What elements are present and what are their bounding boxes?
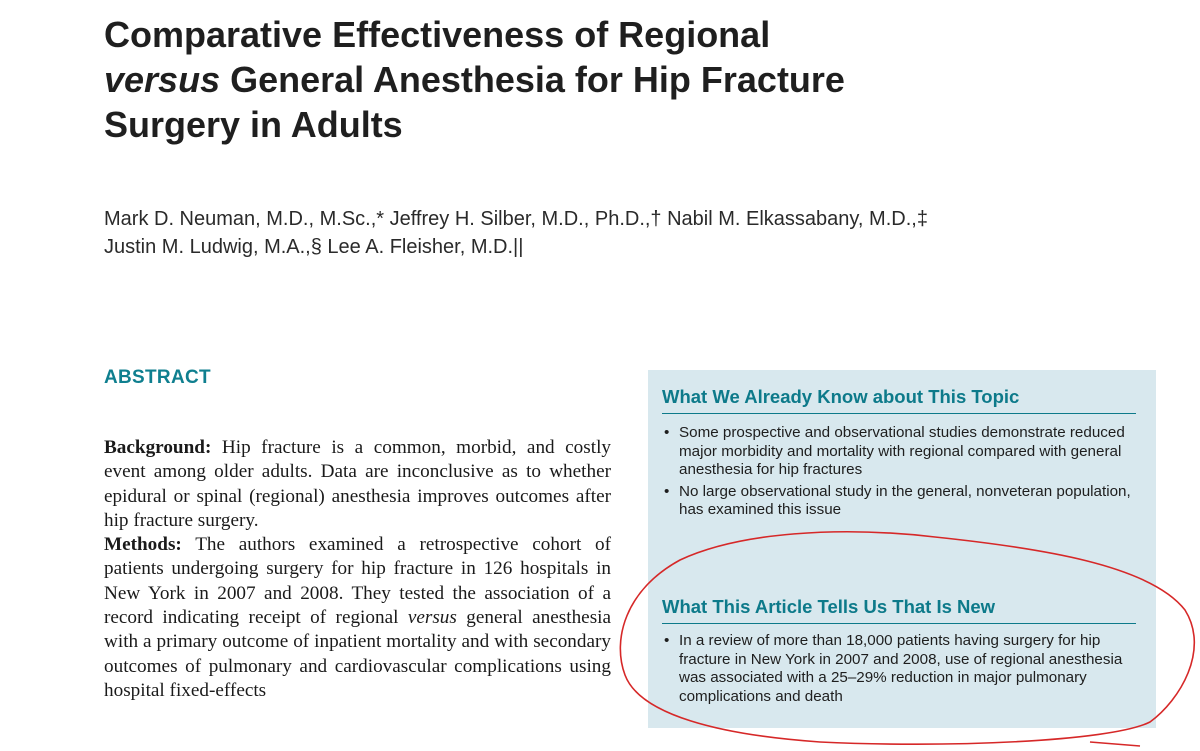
methods-label: Methods: — [104, 534, 182, 556]
list-item — [662, 483, 1140, 520]
background-text: Hip fracture is a common, morbid, and costly event among older adults. Data are inconclusive as to whether epidural or spinal (regional) anesthesia improves outcomes after hip fracture surgery. — [104, 437, 611, 531]
bullet-icon: • — [664, 424, 670, 441]
already-known-list — [662, 424, 1140, 523]
methods-text-2: general anesthesia with a primary outcome of inpatient mortality and with secondary outcomes of pulmonary and cardiovascular complications using hospital fixed-effects — [104, 607, 612, 701]
background-paragraph — [104, 436, 611, 533]
article-new-list — [662, 632, 1140, 709]
background-label: Background: — [104, 437, 212, 458]
title-part-1: Comparative Effectiveness of Regional — [104, 14, 771, 55]
title-part-3: Surgery in Adults — [104, 104, 403, 145]
bullet-icon: • — [664, 482, 670, 500]
list-item-text: In a review of more than 18,000 patients having surgery for hip fracture in New York in 2007 and 2008, use of regional anesthesia was associated with a 25–29% reduction in major pulmonary complications and death — [679, 632, 1123, 705]
key-points-box — [648, 370, 1156, 728]
title-part-2: General Anesthesia for Hip Fracture — [230, 59, 845, 100]
bullet-icon: • — [664, 632, 670, 649]
abstract-body — [104, 436, 611, 703]
methods-versus: versus — [407, 607, 457, 629]
article-new-heading: What This Article Tells Us That Is New — [662, 596, 1136, 624]
list-item-text: No large observational study in the general, nonveteran population, has examined this issue — [679, 482, 1131, 519]
authors-line-1: Mark D. Neuman, M.D., M.Sc.,* Jeffrey H. Silber, M.D., Ph.D.,† Nabil M. Elkassabany, M.D.,‡ — [104, 208, 928, 230]
methods-paragraph — [104, 533, 611, 703]
author-list — [104, 205, 1104, 261]
list-item — [662, 424, 1140, 480]
list-item — [662, 632, 1140, 706]
red-tail-annotation — [1090, 742, 1140, 746]
methods-text-1: The authors examined a retrospective cohort of patients undergoing surgery for hip fracture in 126 hospitals in New York in 2007 and 2008. They tested the association of a record indicating receipt of regional — [104, 534, 611, 629]
authors-line-2: Justin M. Ludwig, M.A.,§ Lee A. Fleisher, M.D.|| — [104, 236, 524, 258]
article-title — [104, 12, 1004, 147]
abstract-heading: ABSTRACT — [104, 367, 211, 388]
list-item-text: Some prospective and observational studies demonstrate reduced major morbidity and mortality with regional compared with general anesthesia for hip fractures — [679, 424, 1125, 479]
already-known-heading: What We Already Know about This Topic — [662, 386, 1136, 414]
title-versus: versus — [104, 59, 221, 100]
